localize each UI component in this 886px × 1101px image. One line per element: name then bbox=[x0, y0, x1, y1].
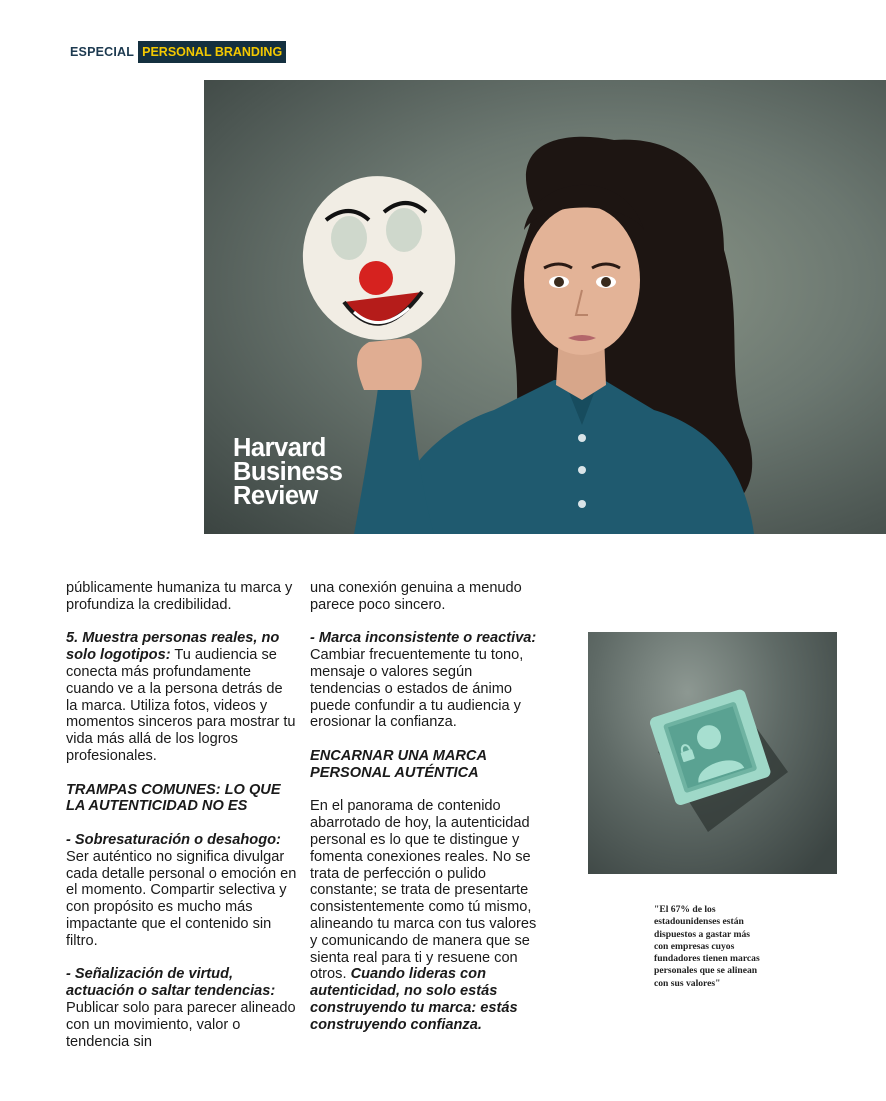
article-column-2 bbox=[310, 580, 538, 1050]
section-header bbox=[70, 41, 286, 63]
hero-image bbox=[204, 80, 886, 534]
paragraph-body: Ser auténtico no significa divulgar cada detalle personal o emoción en el momento. Compartir selectiva y con propósito es mucho más impactante que el contenido sin filtro. bbox=[66, 848, 297, 949]
pull-quote: "El 67% de los estadounidenses están dispuestos a gastar más con empresas cuyos fundadores tienen marcas personales que se alinean con sus valores" bbox=[654, 904, 760, 989]
paragraph-body: Publicar solo para parecer alineado con un movimiento, valor o tendencia sin bbox=[66, 999, 296, 1050]
paragraph-lead: 5. Muestra personas reales, no solo logotipos: bbox=[66, 630, 280, 664]
article-column-1 bbox=[66, 580, 298, 1067]
paragraph-body: Cambiar frecuentemente tu tono, mensaje o valores según tendencias o estados de ánimo puede confundir a tu audiencia y erosionar la confianza. bbox=[310, 647, 524, 731]
especial-label: ESPECIAL bbox=[70, 45, 135, 59]
side-image bbox=[588, 632, 837, 874]
paragraph: una conexión genuina a menudo parece poco sincero. bbox=[310, 580, 522, 613]
section-heading: ENCARNAR UNA MARCA PERSONAL AUTÉNTICA bbox=[310, 747, 487, 781]
paragraph-lead: - Señalización de virtud, actuación o saltar tendencias: bbox=[66, 966, 276, 1000]
paragraph-body: Tu audiencia se conecta más profundamente cuando ve a la persona detrás de la marca. Utiliza fotos, videos y momentos sinceros para mostrar tu vida más allá de los logros profesionales. bbox=[66, 647, 296, 764]
paragraph-lead: - Marca inconsistente o reactiva: bbox=[310, 630, 537, 647]
paragraph: públicamente humaniza tu marca y profundiza la credibilidad. bbox=[66, 580, 293, 613]
section-tag: PERSONAL BRANDING bbox=[138, 41, 286, 63]
logo-line-business: Business bbox=[233, 458, 343, 486]
logo-line-harvard: Harvard bbox=[233, 434, 326, 462]
paragraph-lead: - Sobresaturación o desahogo: bbox=[66, 831, 281, 848]
paragraph bbox=[66, 630, 298, 764]
paragraph-emphasis: Cuando lideras con autenticidad, no solo estás construyendo tu marca: estás construyendo confianza. bbox=[310, 966, 518, 1033]
logo-line-review: Review bbox=[233, 482, 318, 510]
paragraph bbox=[66, 966, 298, 1050]
paragraph bbox=[310, 798, 538, 1033]
paragraph bbox=[66, 832, 298, 950]
section-heading: TRAMPAS COMUNES: LO QUE LA AUTENTICIDAD NO ES bbox=[66, 781, 281, 815]
hbr-logo bbox=[233, 436, 342, 508]
paragraph bbox=[310, 630, 538, 731]
profile-tile-illustration bbox=[588, 632, 837, 874]
paragraph-body: En el panorama de contenido abarrotado de hoy, la autenticidad personal es lo que te distingue y fomenta conexiones reales. No se trata de perfección o pulido constante; se trata de presentarte consistentemente como tú mismo, alineando tu marca con tus valores y comunicando de manera que se sienta real para ti y resuene con otros. bbox=[310, 798, 537, 983]
